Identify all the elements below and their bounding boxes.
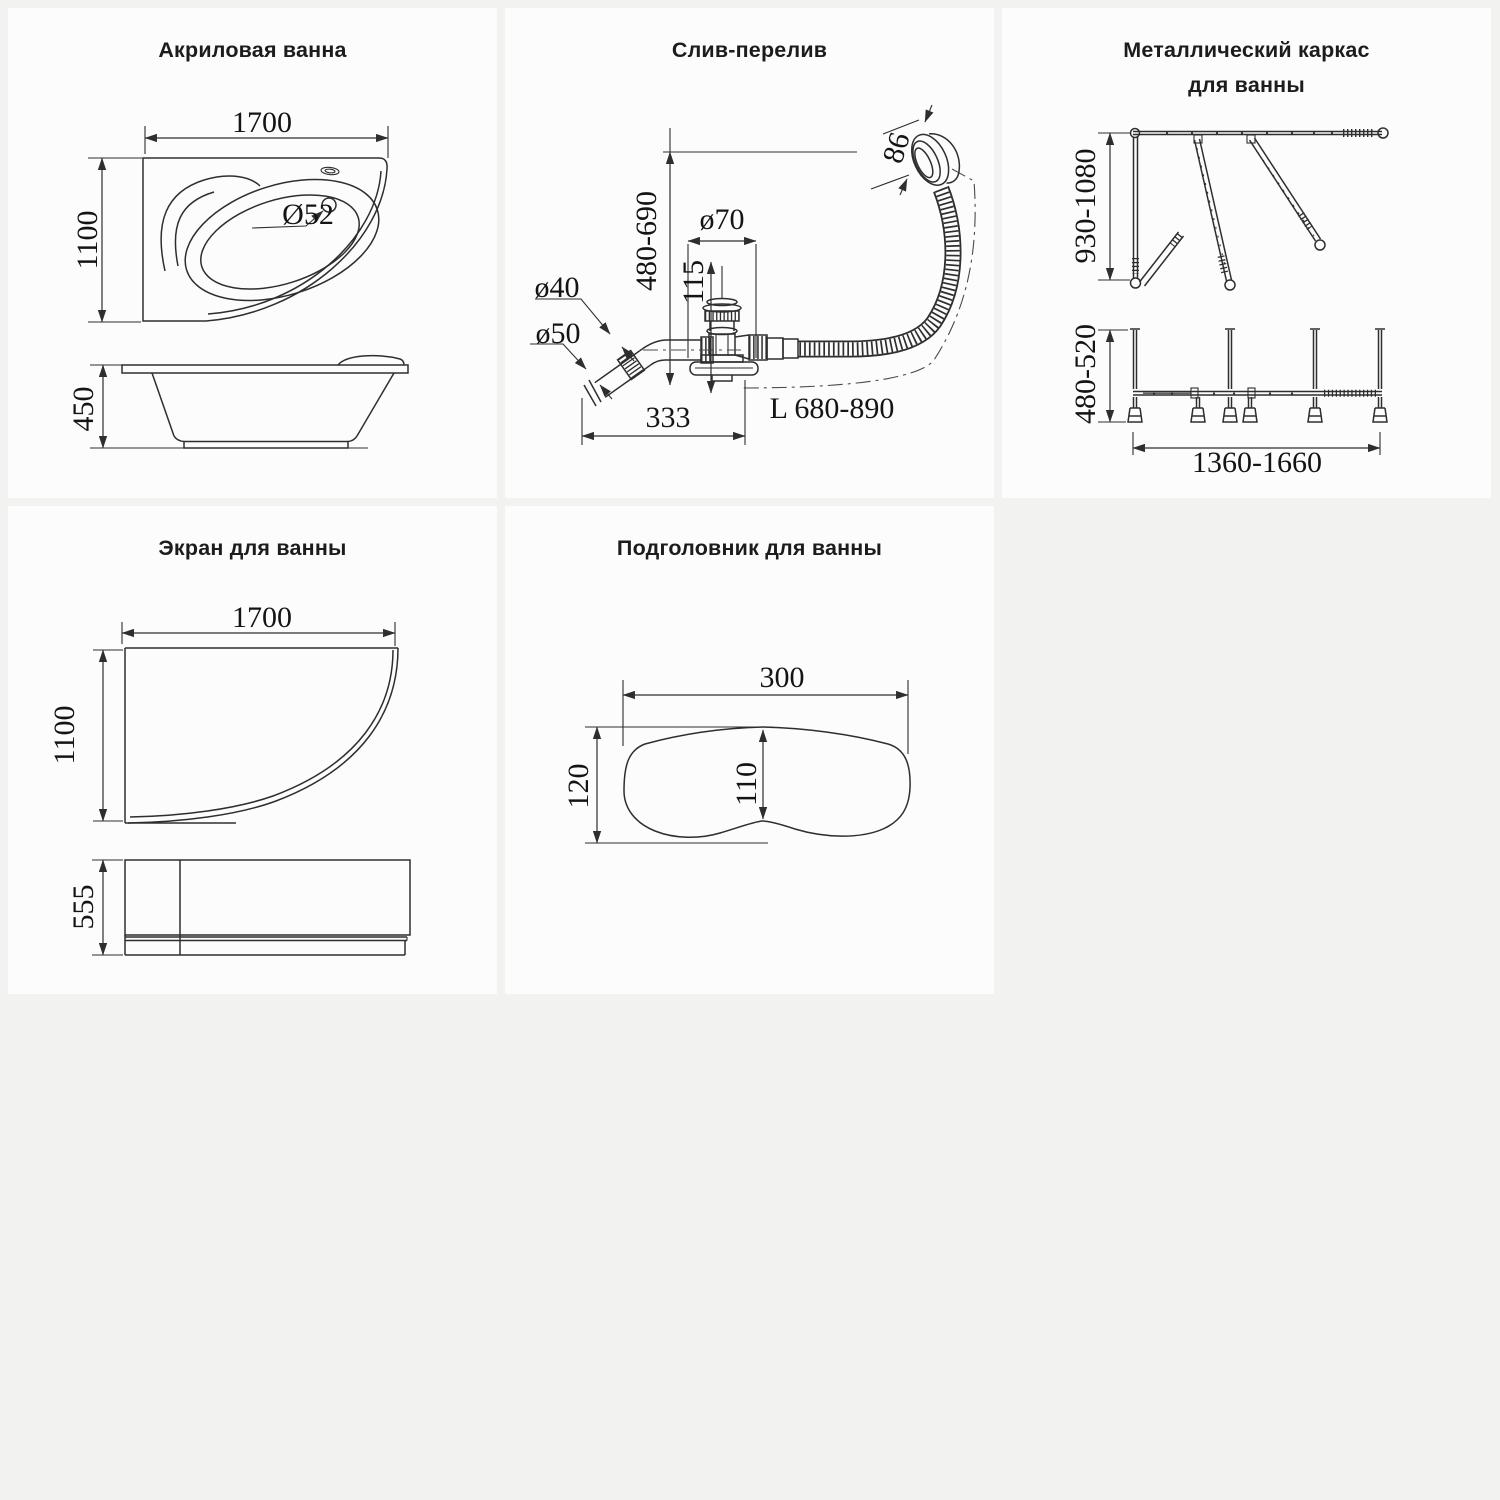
drain-cap-height-label: 115 bbox=[677, 260, 710, 304]
drain-hose-length-label: L 680-890 bbox=[769, 392, 895, 425]
screen-depth-label: 1100 bbox=[48, 705, 81, 765]
drain-pipe40-label: ø40 bbox=[534, 271, 580, 304]
panel-metal-frame bbox=[1002, 8, 1491, 498]
panel-drain-overflow bbox=[505, 8, 994, 498]
drain-pipe50-label: ø50 bbox=[535, 317, 581, 350]
panel-screen bbox=[8, 506, 497, 994]
panel-headrest bbox=[505, 506, 994, 994]
headrest-side-height-label: 120 bbox=[562, 763, 595, 809]
bath-width-label: 1700 bbox=[232, 106, 292, 139]
bath-drain-label: Ø52 bbox=[282, 198, 334, 231]
drain-length-label: 333 bbox=[645, 401, 691, 434]
panel-title-screen: Экран для ванны bbox=[158, 536, 347, 560]
screen-front-height-label: 555 bbox=[67, 884, 100, 930]
panel-title-headrest: Подголовник для ванны bbox=[616, 536, 883, 560]
headrest-width-label: 300 bbox=[759, 661, 805, 694]
headrest-drawing bbox=[505, 506, 994, 994]
headrest-center-height-label: 110 bbox=[730, 762, 763, 806]
screen-width-label: 1700 bbox=[232, 601, 292, 634]
panel-title-drain: Слив-перелив bbox=[671, 38, 828, 62]
frame-title-line1: Металлический каркас bbox=[1123, 38, 1370, 62]
frame-title-line2: для ванны bbox=[1188, 73, 1305, 97]
drain-install-height-label: 480-690 bbox=[630, 191, 663, 291]
frame-leg-height-label: 480-520 bbox=[1069, 324, 1102, 424]
bath-height-label: 450 bbox=[67, 386, 100, 432]
bath-depth-label: 1100 bbox=[71, 210, 104, 270]
panel-title-bath: Акриловая ванна bbox=[158, 38, 347, 62]
panel-title-frame bbox=[1002, 8, 1491, 103]
drain-overflow-height-label: 86 bbox=[876, 128, 917, 168]
frame-rod-length-label: 930-1080 bbox=[1069, 148, 1102, 264]
drain-flange-diameter-label: ø70 bbox=[699, 203, 745, 236]
frame-width-label: 1360-1660 bbox=[1192, 446, 1322, 479]
panel-acrylic-bath bbox=[8, 8, 497, 498]
drain-overflow-drawing bbox=[505, 8, 994, 498]
